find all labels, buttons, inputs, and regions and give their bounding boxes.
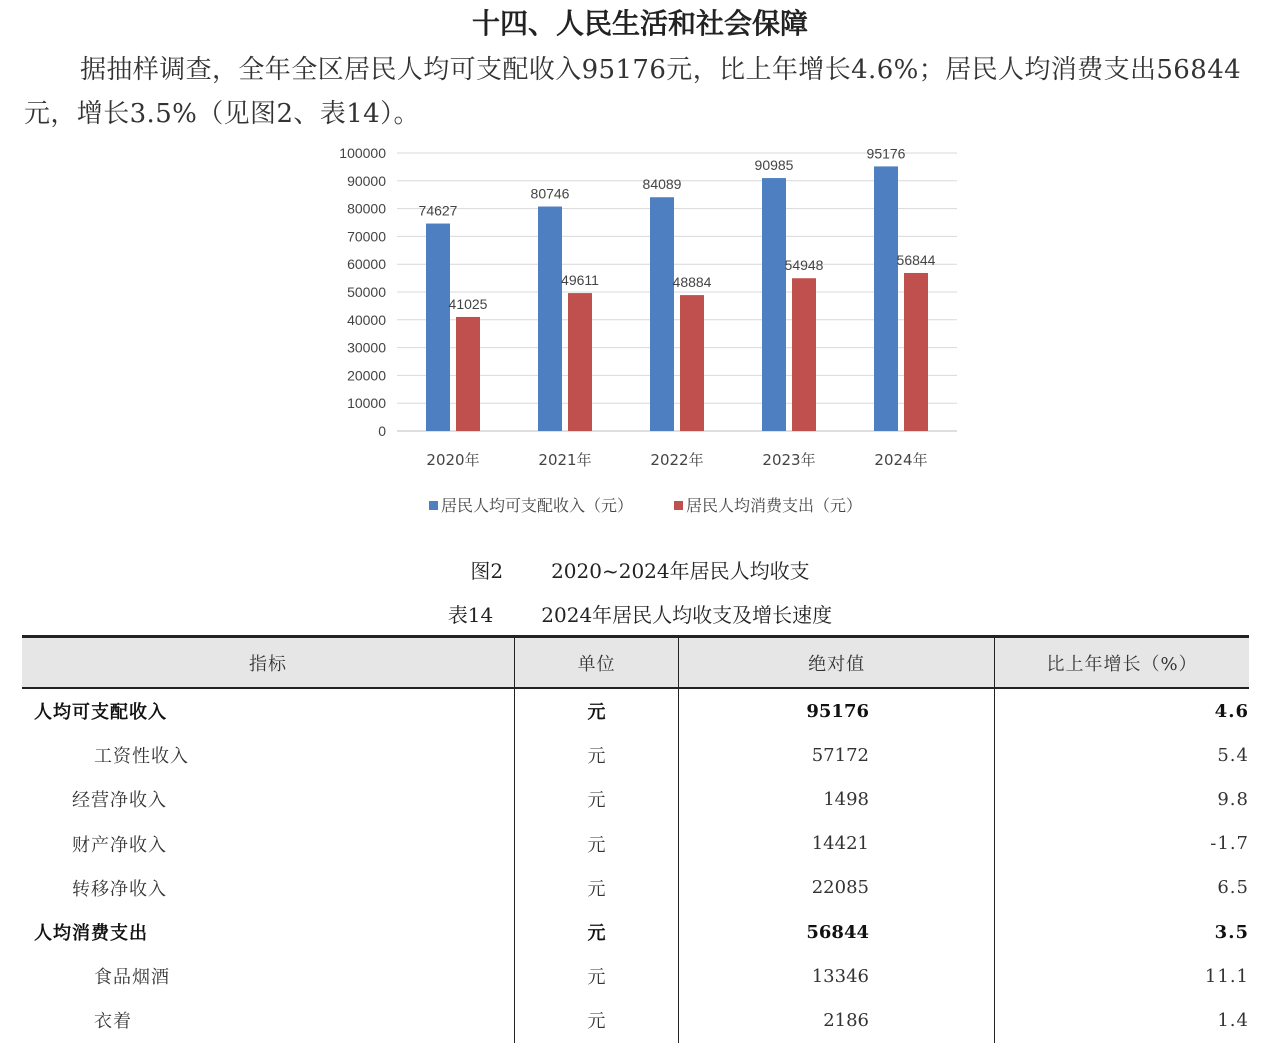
- row-indicator: 人均消费支出: [34, 923, 148, 945]
- y-tick-label: 40000: [347, 311, 386, 328]
- row-unit: 元: [515, 954, 679, 998]
- legend-label: 居民人均可支配收入（元）: [441, 496, 634, 515]
- y-tick-label: 20000: [347, 367, 386, 384]
- legend-item: [674, 496, 862, 515]
- row-value: [679, 866, 995, 910]
- bar-value-label: 74627: [418, 202, 458, 219]
- table-body: [22, 688, 1249, 1043]
- section-title: 十四、人民生活和社会保障: [471, 7, 808, 40]
- row-unit: 元: [515, 998, 679, 1042]
- row-growth: 6.5: [995, 866, 1249, 910]
- legend-swatch: [674, 501, 683, 510]
- row-value-text: 14421: [811, 833, 869, 855]
- y-tick-label: 10000: [347, 395, 386, 412]
- bar-value-label: 49611: [561, 272, 599, 289]
- row-value-text: 13346: [811, 965, 869, 987]
- row-growth: 9.8: [995, 777, 1249, 821]
- y-tick-label: 80000: [347, 200, 386, 217]
- row-indicator: 食品烟酒: [94, 967, 170, 989]
- legend-label: 居民人均消费支出（元）: [686, 496, 863, 515]
- row-growth: 11.1: [995, 954, 1249, 998]
- row-indicator: 经营净收入: [72, 790, 167, 812]
- table-number: 表14: [447, 603, 494, 627]
- summary-paragraph: 据抽样调查，全年全区居民人均可支配收入95176元，比上年增长4.6%；居民人均消费支出56844元，增长3.5%（见图2、表14）。: [24, 55, 1242, 129]
- table-row: [22, 733, 1249, 777]
- chart-legend: [429, 496, 862, 515]
- row-unit: 元: [515, 777, 679, 821]
- table-row: [22, 998, 1249, 1042]
- bar-value-label: 56844: [896, 251, 936, 268]
- income-bar: [762, 178, 786, 431]
- row-indicator: 转移净收入: [72, 878, 167, 900]
- table-row: [22, 866, 1249, 910]
- row-unit: 元: [515, 733, 679, 777]
- bar-value-label: 84089: [642, 176, 682, 193]
- figure-title: 2020~2024年居民人均收支: [551, 559, 810, 583]
- y-tick-label: 60000: [347, 256, 386, 273]
- x-tick-label: 2020年: [426, 451, 480, 469]
- expenditure-bar: [456, 317, 480, 431]
- header-growth: 比上年增长（%）: [995, 637, 1249, 689]
- bar-value-label: 80746: [530, 185, 570, 202]
- header-indicator: 指标: [22, 637, 515, 689]
- table-title: 2024年居民人均收支及增长速度: [541, 603, 833, 627]
- income-expenditure-chart: [320, 140, 980, 530]
- x-tick-label: 2022年: [650, 451, 704, 469]
- row-value-text: 1498: [823, 788, 869, 810]
- table-row: [22, 822, 1249, 866]
- table-caption: [0, 600, 1280, 630]
- table-row: [22, 910, 1249, 954]
- row-value: [679, 822, 995, 866]
- income-bar: [650, 197, 674, 431]
- row-value: [679, 733, 995, 777]
- row-value: [679, 954, 995, 998]
- row-value-text: 57172: [811, 744, 869, 766]
- row-value: [679, 688, 995, 733]
- x-axis-tick-labels: [426, 451, 927, 469]
- figure-caption: [0, 556, 1280, 586]
- row-growth: 3.5: [995, 910, 1249, 954]
- row-value: [679, 998, 995, 1042]
- y-tick-label: 100000: [339, 145, 386, 161]
- y-tick-label: 50000: [347, 284, 386, 300]
- income-expenditure-table: [22, 635, 1249, 1043]
- x-tick-label: 2024年: [874, 451, 928, 469]
- expenditure-bar: [568, 293, 592, 431]
- row-unit: 元: [515, 688, 679, 733]
- y-tick-label: 70000: [347, 228, 386, 245]
- legend-item: [429, 496, 633, 515]
- row-indicator: 工资性收入: [94, 746, 189, 768]
- figure-number: 图2: [470, 559, 504, 583]
- row-value-text: 95176: [806, 700, 869, 722]
- expenditure-bar: [792, 278, 816, 431]
- row-growth: 1.4: [995, 998, 1249, 1042]
- table-row: [22, 777, 1249, 821]
- bar-value-label: 41025: [448, 295, 488, 312]
- chart-data-labels: [419, 145, 936, 312]
- y-axis-tick-labels: [339, 145, 386, 439]
- header-value: 绝对值: [679, 637, 995, 689]
- y-tick-label: 90000: [347, 172, 386, 189]
- bar-value-label: 95176: [866, 145, 906, 162]
- y-tick-label: 0: [378, 423, 386, 439]
- row-value-text: 22085: [811, 877, 869, 899]
- bar-value-label: 48884: [672, 274, 712, 291]
- table-header-row: [22, 637, 1249, 689]
- row-unit: 元: [515, 822, 679, 866]
- row-value-text: 2186: [823, 1009, 869, 1031]
- row-growth: 5.4: [995, 733, 1249, 777]
- income-bar: [538, 207, 562, 431]
- chart-bars: [426, 166, 928, 431]
- row-value: [679, 910, 995, 954]
- row-value-text: 56844: [806, 921, 869, 943]
- bar-value-label: 90985: [754, 157, 794, 174]
- income-bar: [874, 166, 898, 431]
- header-unit: 单位: [515, 637, 679, 689]
- expenditure-bar: [680, 295, 704, 431]
- table-row: [22, 954, 1249, 998]
- row-unit: 元: [515, 910, 679, 954]
- row-indicator: 人均可支配收入: [34, 702, 167, 724]
- row-growth: -1.7: [995, 822, 1249, 866]
- chart-gridlines: [397, 153, 957, 431]
- row-unit: 元: [515, 866, 679, 910]
- x-tick-label: 2023年: [762, 451, 816, 469]
- x-tick-label: 2021年: [538, 451, 592, 469]
- bar-value-label: 54948: [784, 257, 824, 274]
- y-tick-label: 30000: [347, 339, 386, 356]
- income-bar: [426, 224, 450, 431]
- row-value: [679, 777, 995, 821]
- row-growth: 4.6: [995, 688, 1249, 733]
- row-indicator: 衣着: [94, 1011, 132, 1033]
- table-row: [22, 688, 1249, 733]
- legend-swatch: [429, 501, 438, 510]
- expenditure-bar: [904, 273, 928, 431]
- row-indicator: 财产净收入: [72, 834, 167, 856]
